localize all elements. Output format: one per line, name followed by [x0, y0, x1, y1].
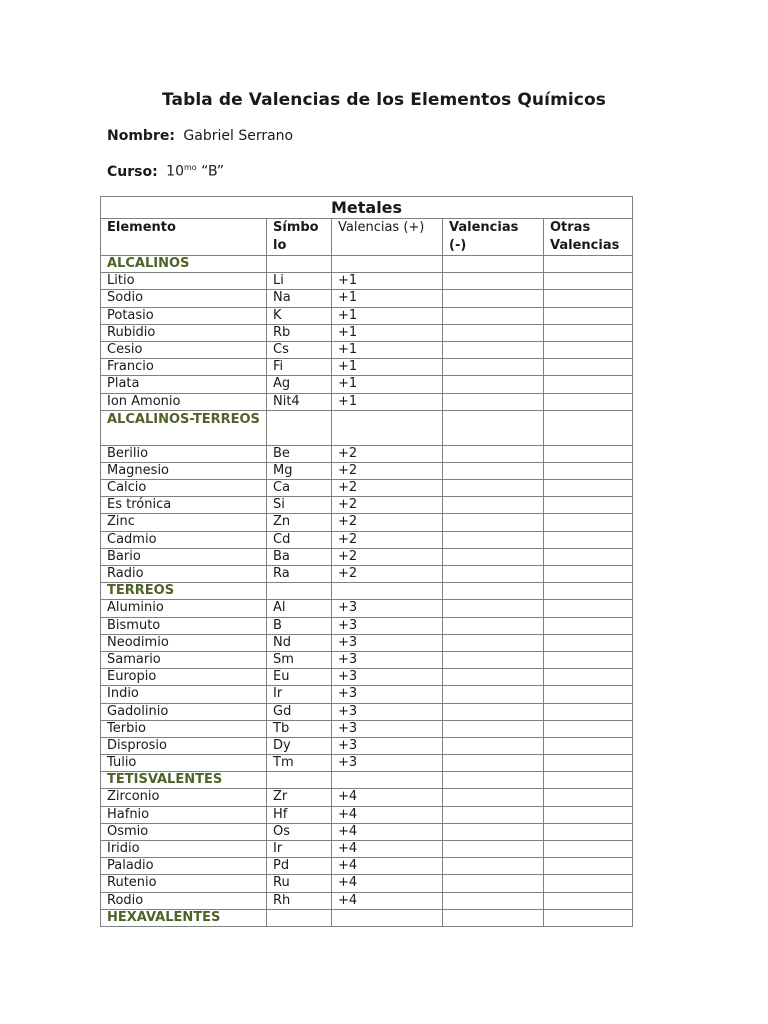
empty-cell [544, 617, 633, 634]
empty-cell [544, 583, 633, 600]
empty-cell [267, 583, 332, 600]
element-symbol: Mg [267, 462, 332, 479]
table-row [101, 755, 633, 772]
element-name: Paladio [101, 858, 267, 875]
empty-cell [443, 600, 544, 617]
curso-label: Curso: [107, 163, 158, 180]
empty-cell [544, 703, 633, 720]
table-row [101, 720, 633, 737]
empty-cell [443, 858, 544, 875]
table-row [101, 737, 633, 754]
group-label: TERREOS [101, 583, 267, 600]
empty-cell [267, 772, 332, 789]
element-valence: +2 [332, 445, 443, 462]
element-name: Plata [101, 376, 267, 393]
empty-cell [443, 445, 544, 462]
empty-cell [443, 410, 544, 445]
empty-cell [544, 341, 633, 358]
document-title: Tabla de Valencias de los Elementos Químicos [162, 90, 606, 110]
element-symbol: Pd [267, 858, 332, 875]
table-row [101, 634, 633, 651]
table-row [101, 462, 633, 479]
element-valence: +2 [332, 480, 443, 497]
empty-cell [544, 892, 633, 909]
element-name: Ion Amonio [101, 393, 267, 410]
empty-cell [544, 256, 633, 273]
empty-cell [544, 290, 633, 307]
element-valence: +3 [332, 617, 443, 634]
empty-cell [544, 789, 633, 806]
element-valence: +1 [332, 359, 443, 376]
element-symbol: Si [267, 497, 332, 514]
table-row [101, 858, 633, 875]
element-symbol: Be [267, 445, 332, 462]
table-row [101, 841, 633, 858]
element-symbol: Hf [267, 806, 332, 823]
element-symbol: Zr [267, 789, 332, 806]
element-symbol: Zn [267, 514, 332, 531]
element-name: Litio [101, 273, 267, 290]
element-valence: +4 [332, 858, 443, 875]
element-valence: +4 [332, 789, 443, 806]
empty-cell [443, 566, 544, 583]
empty-cell [544, 462, 633, 479]
empty-cell [443, 806, 544, 823]
empty-cell [443, 892, 544, 909]
element-symbol: Nd [267, 634, 332, 651]
header-valencias-neg: Valencias (-) [443, 219, 544, 256]
empty-cell [443, 290, 544, 307]
element-name: Zinc [101, 514, 267, 531]
element-name: Cesio [101, 341, 267, 358]
element-symbol: Cs [267, 341, 332, 358]
element-name: Terbio [101, 720, 267, 737]
empty-cell [443, 462, 544, 479]
nombre-value: Gabriel Serrano [183, 128, 294, 144]
curso-value-sup: mo [183, 163, 197, 172]
empty-cell [443, 617, 544, 634]
element-name: Rutenio [101, 875, 267, 892]
element-name: Europio [101, 669, 267, 686]
empty-cell [544, 806, 633, 823]
empty-cell [443, 480, 544, 497]
element-name: Rodio [101, 892, 267, 909]
empty-cell [544, 273, 633, 290]
curso-value-rest: “B” [196, 163, 225, 180]
element-valence: +3 [332, 651, 443, 668]
group-label: ALCALINOS [101, 256, 267, 273]
empty-cell [443, 307, 544, 324]
element-symbol: Dy [267, 737, 332, 754]
element-valence: +1 [332, 307, 443, 324]
table-row [101, 789, 633, 806]
element-valence: +2 [332, 531, 443, 548]
table-row [101, 617, 633, 634]
table-row [101, 823, 633, 840]
element-valence: +3 [332, 634, 443, 651]
table-row [101, 892, 633, 909]
table-row [101, 686, 633, 703]
element-name: Sodio [101, 290, 267, 307]
element-name: Gadolinio [101, 703, 267, 720]
element-name: Hafnio [101, 806, 267, 823]
empty-cell [443, 909, 544, 926]
element-valence: +4 [332, 823, 443, 840]
empty-cell [443, 273, 544, 290]
empty-cell [332, 909, 443, 926]
group-row [101, 583, 633, 600]
element-valence: +1 [332, 393, 443, 410]
element-name: Disprosio [101, 737, 267, 754]
table-row [101, 341, 633, 358]
element-valence: +1 [332, 324, 443, 341]
table-row [101, 651, 633, 668]
element-symbol: Rh [267, 892, 332, 909]
empty-cell [544, 480, 633, 497]
empty-cell [332, 772, 443, 789]
element-symbol: Al [267, 600, 332, 617]
element-name: Bismuto [101, 617, 267, 634]
element-symbol: Ru [267, 875, 332, 892]
table-row [101, 806, 633, 823]
header-elemento: Elemento [101, 219, 267, 256]
element-name: Osmio [101, 823, 267, 840]
empty-cell [544, 393, 633, 410]
empty-cell [544, 823, 633, 840]
element-name: Calcio [101, 480, 267, 497]
valencias-table [100, 196, 633, 927]
section-title: Metales [101, 197, 633, 219]
empty-cell [544, 359, 633, 376]
empty-cell [443, 634, 544, 651]
empty-cell [544, 531, 633, 548]
element-valence: +1 [332, 376, 443, 393]
empty-cell [443, 772, 544, 789]
table-row [101, 566, 633, 583]
element-valence: +2 [332, 497, 443, 514]
empty-cell [544, 548, 633, 565]
element-symbol: Ag [267, 376, 332, 393]
element-symbol: Li [267, 273, 332, 290]
element-name: Samario [101, 651, 267, 668]
element-symbol: Tm [267, 755, 332, 772]
empty-cell [544, 566, 633, 583]
empty-cell [443, 789, 544, 806]
empty-cell [332, 256, 443, 273]
table-row [101, 445, 633, 462]
group-label: TETISVALENTES [101, 772, 267, 789]
element-name: Indio [101, 686, 267, 703]
group-label: ALCALINOS-TERREOS [101, 410, 267, 445]
table-row [101, 273, 633, 290]
empty-cell [443, 686, 544, 703]
element-valence: +3 [332, 703, 443, 720]
group-row [101, 256, 633, 273]
element-name: Cadmio [101, 531, 267, 548]
table-row [101, 669, 633, 686]
table-row [101, 290, 633, 307]
empty-cell [267, 256, 332, 273]
element-valence: +4 [332, 892, 443, 909]
empty-cell [544, 651, 633, 668]
element-symbol: Fi [267, 359, 332, 376]
table-row [101, 480, 633, 497]
table-row [101, 359, 633, 376]
element-valence: +2 [332, 548, 443, 565]
table-row [101, 376, 633, 393]
element-valence: +3 [332, 720, 443, 737]
empty-cell [267, 909, 332, 926]
empty-cell [443, 497, 544, 514]
element-valence: +2 [332, 514, 443, 531]
element-name: Berilio [101, 445, 267, 462]
element-symbol: Sm [267, 651, 332, 668]
element-valence: +1 [332, 341, 443, 358]
table-row [101, 324, 633, 341]
empty-cell [544, 324, 633, 341]
table-row [101, 548, 633, 565]
element-name: Tulio [101, 755, 267, 772]
empty-cell [544, 514, 633, 531]
table-row [101, 514, 633, 531]
element-symbol: Ir [267, 841, 332, 858]
element-valence: +4 [332, 875, 443, 892]
element-name: Neodimio [101, 634, 267, 651]
empty-cell [443, 720, 544, 737]
empty-cell [544, 669, 633, 686]
element-name: Aluminio [101, 600, 267, 617]
nombre-field [107, 128, 293, 144]
element-valence: +2 [332, 566, 443, 583]
empty-cell [544, 737, 633, 754]
empty-cell [443, 651, 544, 668]
element-symbol: Gd [267, 703, 332, 720]
element-symbol: Eu [267, 669, 332, 686]
table-row [101, 393, 633, 410]
element-valence: +3 [332, 755, 443, 772]
empty-cell [544, 376, 633, 393]
empty-cell [544, 772, 633, 789]
table-row [101, 307, 633, 324]
table-body [101, 197, 633, 927]
empty-cell [544, 445, 633, 462]
element-symbol: Os [267, 823, 332, 840]
element-symbol: B [267, 617, 332, 634]
empty-cell [443, 376, 544, 393]
empty-cell [443, 531, 544, 548]
empty-cell [544, 755, 633, 772]
nombre-label: Nombre: [107, 128, 175, 144]
element-symbol: Ca [267, 480, 332, 497]
element-name: Iridio [101, 841, 267, 858]
element-symbol: K [267, 307, 332, 324]
header-otras-valencias: Otras Valencias [544, 219, 633, 256]
header-simbolo: Símbo lo [267, 219, 332, 256]
empty-cell [544, 720, 633, 737]
element-symbol: Tb [267, 720, 332, 737]
empty-cell [544, 307, 633, 324]
element-symbol: Ba [267, 548, 332, 565]
empty-cell [544, 875, 633, 892]
group-row [101, 772, 633, 789]
empty-cell [544, 841, 633, 858]
element-name: Zirconio [101, 789, 267, 806]
element-valence: +1 [332, 290, 443, 307]
element-valence: +4 [332, 841, 443, 858]
empty-cell [267, 410, 332, 445]
element-symbol: Ir [267, 686, 332, 703]
group-row [101, 410, 633, 445]
element-valence: +2 [332, 462, 443, 479]
empty-cell [443, 823, 544, 840]
element-symbol: Cd [267, 531, 332, 548]
element-valence: +1 [332, 273, 443, 290]
element-valence: +3 [332, 669, 443, 686]
empty-cell [443, 703, 544, 720]
empty-cell [544, 410, 633, 445]
empty-cell [544, 858, 633, 875]
empty-cell [443, 875, 544, 892]
element-valence: +3 [332, 737, 443, 754]
table-row [101, 600, 633, 617]
element-symbol: Na [267, 290, 332, 307]
table-row [101, 875, 633, 892]
curso-value: 10 [166, 163, 184, 180]
empty-cell [443, 256, 544, 273]
empty-cell [544, 634, 633, 651]
table-row [101, 703, 633, 720]
empty-cell [443, 341, 544, 358]
curso-field [107, 163, 224, 180]
empty-cell [443, 548, 544, 565]
empty-cell [443, 359, 544, 376]
empty-cell [332, 583, 443, 600]
element-name: Magnesio [101, 462, 267, 479]
empty-cell [443, 755, 544, 772]
empty-cell [443, 393, 544, 410]
element-name: Francio [101, 359, 267, 376]
element-symbol: Ra [267, 566, 332, 583]
empty-cell [544, 909, 633, 926]
element-name: Potasio [101, 307, 267, 324]
empty-cell [544, 600, 633, 617]
column-header-row [101, 219, 633, 256]
element-valence: +3 [332, 600, 443, 617]
empty-cell [443, 514, 544, 531]
empty-cell [443, 737, 544, 754]
element-symbol: Nit4 [267, 393, 332, 410]
empty-cell [443, 583, 544, 600]
element-name: Rubidio [101, 324, 267, 341]
empty-cell [443, 841, 544, 858]
section-header-row [101, 197, 633, 219]
group-row [101, 909, 633, 926]
element-name: Radio [101, 566, 267, 583]
table-row [101, 497, 633, 514]
element-valence: +3 [332, 686, 443, 703]
empty-cell [544, 497, 633, 514]
table-row [101, 531, 633, 548]
element-symbol: Rb [267, 324, 332, 341]
empty-cell [443, 669, 544, 686]
element-name: Bario [101, 548, 267, 565]
element-name: Es trónica [101, 497, 267, 514]
empty-cell [544, 686, 633, 703]
element-valence: +4 [332, 806, 443, 823]
empty-cell [443, 324, 544, 341]
header-valencias-pos: Valencias (+) [332, 219, 443, 256]
empty-cell [332, 410, 443, 445]
group-label: HEXAVALENTES [101, 909, 267, 926]
